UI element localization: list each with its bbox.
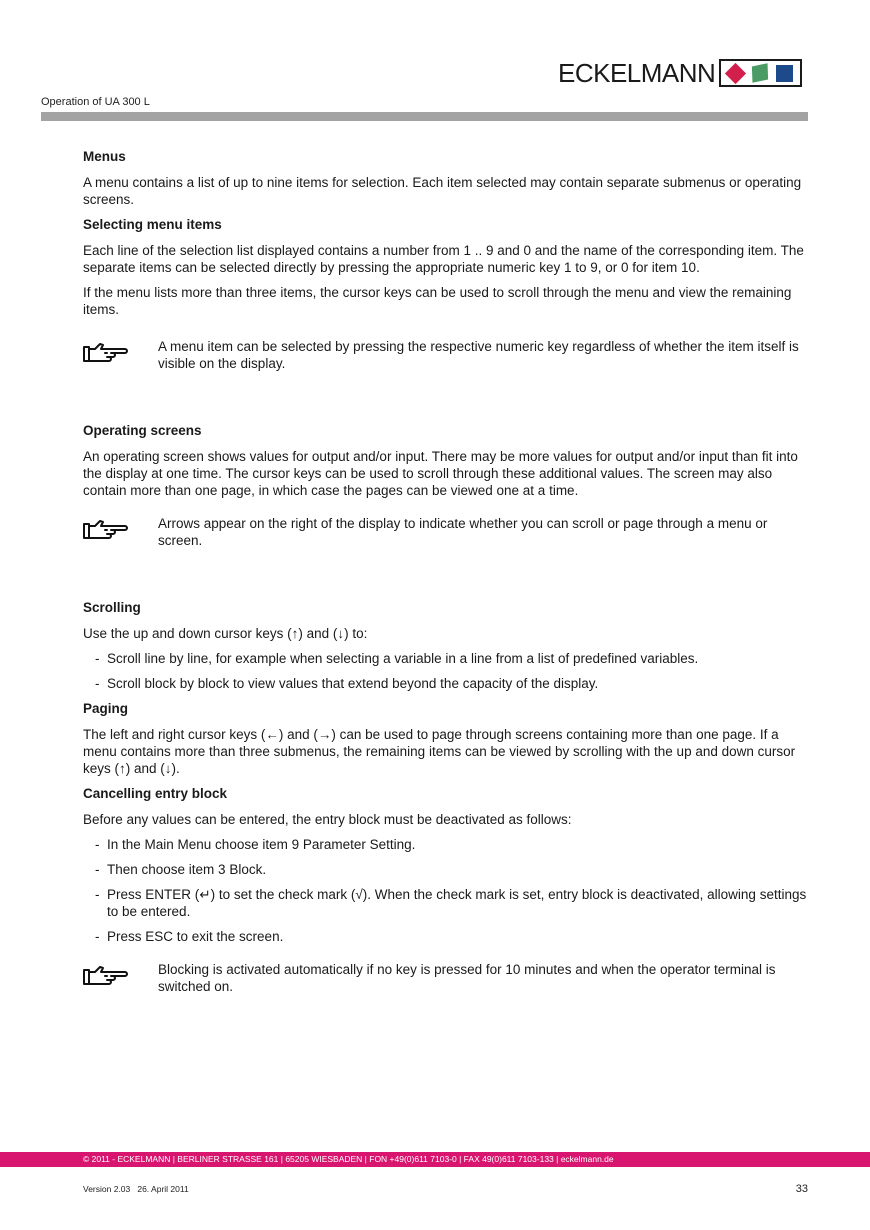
list-item: - Press ENTER (↵) to set the check mark (√). When the check mark is set, entry block is deactivated, allowing settings to be entered. — [83, 886, 808, 920]
main-content — [83, 148, 808, 1045]
pointing-hand-icon — [83, 963, 129, 987]
section-cancelling-entry-block — [83, 785, 808, 995]
note-operating — [83, 515, 808, 549]
section-paging — [83, 700, 808, 777]
heading-paging: Paging — [83, 701, 129, 716]
footer-copyright: © 2011 - ECKELMANN | BERLINER STRASSE 161 | 65205 WIESBADEN | FON +49(0)611 7103-0 | FAX 49(0)611 7103-133 | eckelmann.de — [83, 1154, 614, 1164]
list-item: - Then choose item 3 Block. — [83, 861, 808, 878]
version-date: Version 2.03 26. April 2011 — [83, 1184, 189, 1194]
heading-selecting-menu-items: Selecting menu items — [83, 217, 222, 232]
list-item: - In the Main Menu choose item 9 Parameter Setting. — [83, 836, 808, 853]
header-divider-bar — [41, 112, 808, 121]
operating-text: An operating screen shows values for output and/or input. There may be more values for output and/or input than fit into the display at one time. The cursor keys can be used to scroll through these additional values. The screen may also contain more than one page, in which case the pages can be viewed one at a time. — [83, 449, 798, 498]
heading-operating-screens: Operating screens — [83, 423, 202, 438]
note-selecting-text: A menu item can be selected by pressing the respective numeric key regardless of whether the item itself is visible on the display. — [158, 339, 799, 371]
selecting-paragraph-2: If the menu lists more than three items, the cursor keys can be used to scroll through the menu and view the remaining items. — [83, 285, 792, 317]
section-selecting-menu-items — [83, 216, 808, 372]
note-operating-text: Arrows appear on the right of the display to indicate whether you can scroll or page through a menu or screen. — [158, 516, 768, 548]
section-menus — [83, 148, 808, 208]
paging-text: The left and right cursor keys (←) and (→) can be used to page through screens containing more than one page. If a menu contains more than three submenus, the remaining items can be viewed by scrolling with the up and down cursor keys (↑) and (↓). — [83, 727, 796, 776]
list-item: - Scroll block by block to view values that extend beyond the capacity of the display. — [83, 675, 808, 692]
note-cancelling — [83, 961, 808, 995]
note-cancelling-text: Blocking is activated automatically if no key is pressed for 10 minutes and when the operator terminal is switched on. — [158, 962, 776, 994]
cancelling-text: Before any values can be entered, the entry block must be deactivated as follows: — [83, 812, 572, 827]
scrolling-list — [83, 650, 808, 692]
pointing-hand-icon — [83, 340, 129, 364]
heading-menus: Menus — [83, 149, 126, 164]
logo-squares-icon — [719, 59, 802, 87]
footer-bar — [0, 1152, 870, 1167]
eckelmann-logo — [558, 58, 802, 88]
list-item: - Scroll line by line, for example when selecting a variable in a line from a list of predefined variables. — [83, 650, 808, 667]
scrolling-text: Use the up and down cursor keys (↑) and (↓) to: — [83, 626, 368, 641]
section-operating-screens — [83, 422, 808, 549]
section-scrolling — [83, 599, 808, 692]
menus-text: A menu contains a list of up to nine items for selection. Each item selected may contain separate submenus or operating screens. — [83, 175, 802, 207]
selecting-paragraph-1: Each line of the selection list displayed contains a number from 1 .. 9 and 0 and the name of the corresponding item. The separate items can be selected directly by pressing the appropriate numeric key 1 to 9, or 0 for item 10. — [83, 243, 804, 275]
page-header-title: Operation of UA 300 L — [41, 96, 150, 108]
logo-text: ECKELMANN — [558, 58, 716, 88]
page-number: 33 — [795, 1183, 808, 1195]
heading-scrolling: Scrolling — [83, 600, 141, 615]
pointing-hand-icon — [83, 517, 129, 541]
heading-cancelling-entry-block: Cancelling entry block — [83, 786, 228, 801]
note-selecting — [83, 338, 808, 372]
cancelling-list — [83, 836, 808, 945]
list-item: - Press ESC to exit the screen. — [83, 928, 808, 945]
